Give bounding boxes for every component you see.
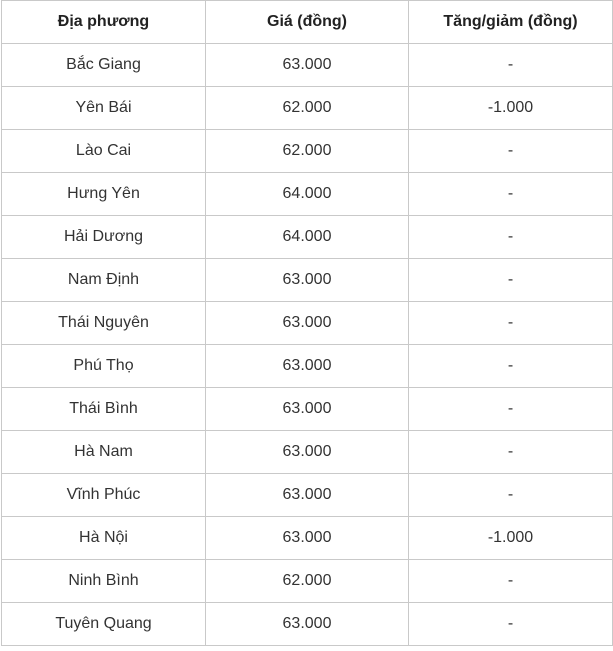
table-row [2,517,613,560]
cell-change: -1.000 [409,87,613,130]
cell-price: 63.000 [206,517,409,560]
cell-price: 64.000 [206,173,409,216]
cell-price: 63.000 [206,603,409,646]
cell-location: Nam Định [2,259,206,302]
cell-change: - [409,603,613,646]
cell-change: - [409,259,613,302]
header-row [2,1,613,44]
table-row [2,603,613,646]
cell-change: - [409,431,613,474]
table-row [2,216,613,259]
cell-location: Hưng Yên [2,173,206,216]
table-row [2,388,613,431]
table-body [2,44,613,646]
cell-location: Hải Dương [2,216,206,259]
cell-location: Phú Thọ [2,345,206,388]
table-row [2,302,613,345]
table-row [2,44,613,87]
header-change: Tăng/giảm (đồng) [409,1,613,44]
cell-location: Bắc Giang [2,44,206,87]
table-row [2,474,613,517]
cell-location: Vĩnh Phúc [2,474,206,517]
cell-location: Thái Nguyên [2,302,206,345]
cell-location: Lào Cai [2,130,206,173]
table-row [2,560,613,603]
cell-price: 62.000 [206,560,409,603]
cell-change: - [409,44,613,87]
cell-location: Tuyên Quang [2,603,206,646]
cell-change: - [409,130,613,173]
cell-price: 63.000 [206,259,409,302]
table-row [2,130,613,173]
cell-location: Thái Bình [2,388,206,431]
header-location: Địa phương [2,1,206,44]
cell-price: 63.000 [206,431,409,474]
cell-change: - [409,173,613,216]
cell-change: -1.000 [409,517,613,560]
cell-change: - [409,388,613,431]
cell-price: 63.000 [206,474,409,517]
cell-price: 62.000 [206,130,409,173]
cell-price: 62.000 [206,87,409,130]
cell-change: - [409,345,613,388]
table-row [2,87,613,130]
table-row [2,259,613,302]
cell-price: 63.000 [206,345,409,388]
header-price: Giá (đồng) [206,1,409,44]
cell-location: Hà Nội [2,517,206,560]
cell-location: Ninh Bình [2,560,206,603]
cell-change: - [409,302,613,345]
cell-price: 63.000 [206,388,409,431]
price-table [1,0,613,646]
cell-location: Hà Nam [2,431,206,474]
cell-location: Yên Bái [2,87,206,130]
table-row [2,431,613,474]
table-header [2,1,613,44]
cell-price: 64.000 [206,216,409,259]
table-row [2,173,613,216]
cell-change: - [409,216,613,259]
table-row [2,345,613,388]
cell-change: - [409,560,613,603]
cell-price: 63.000 [206,302,409,345]
cell-price: 63.000 [206,44,409,87]
cell-change: - [409,474,613,517]
